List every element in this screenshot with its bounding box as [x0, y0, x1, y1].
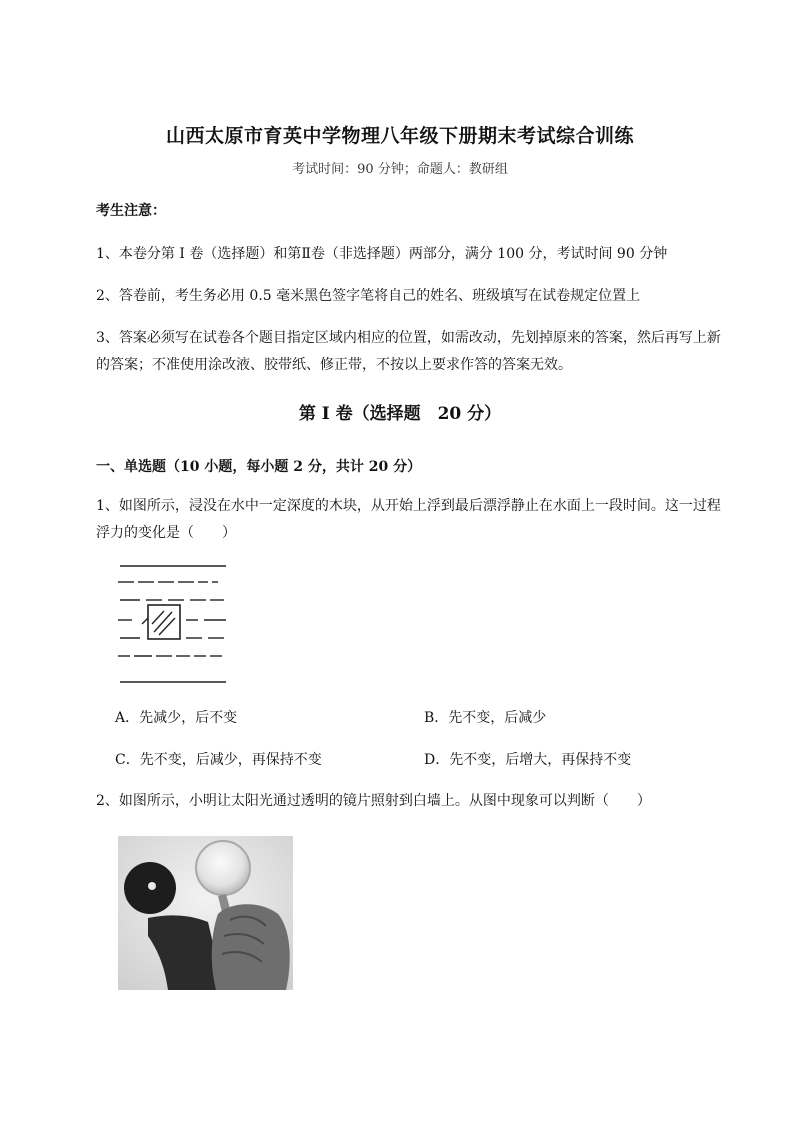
notice-item-2: 2、答卷前，考生务必用 0.5 毫米黑色签字笔将自己的姓名、班级填写在试卷规定位置上 — [96, 288, 641, 304]
question-1-line-2: 浮力的变化是（ ） — [96, 525, 236, 541]
option-d: D．先不变，后增大，再保持不变 — [424, 752, 632, 768]
section-title: 第 I 卷（选择题 20 分） — [298, 404, 502, 424]
part-heading: 一、单选题（10 小题，每小题 2 分，共计 20 分） — [96, 459, 422, 475]
option-a: A．先减少，后不变 — [115, 710, 238, 726]
page-title: 山西太原市育英中学物理八年级下册期末考试综合训练 — [165, 125, 634, 147]
option-c: C．先不变，后减少，再保持不变 — [115, 752, 322, 768]
notice-item-3: 3、答案必须写在试卷各个题目指定区域内相应的位置，如需改动，先划掉原来的答案，然后再写上新 — [96, 330, 721, 346]
notice-heading: 考生注意： — [96, 203, 166, 219]
notice-item-1: 1、本卷分第 I 卷（选择题）和第Ⅱ卷（非选择题）两部分，满分 100 分，考试时间 90 分钟 — [96, 246, 668, 262]
exam-info: 考试时间：90 分钟；命题人：教研组 — [292, 162, 508, 177]
notice-item-3-cont: 的答案；不准使用涂改液、胶带纸、修正带，不按以上要求作答的答案无效。 — [96, 357, 572, 373]
water-block-figure — [112, 558, 232, 688]
question-1-line-1: 1、如图所示，浸没在水中一定深度的木块，从开始上浮到最后漂浮静止在水面上一段时间。这一过程 — [96, 498, 721, 514]
lens-photo — [118, 836, 293, 990]
option-b: B．先不变，后减少 — [424, 710, 547, 726]
question-2-line-1: 2、如图所示，小明让太阳光通过透明的镜片照射到白墙上。从图中现象可以判断（ ） — [96, 793, 651, 809]
